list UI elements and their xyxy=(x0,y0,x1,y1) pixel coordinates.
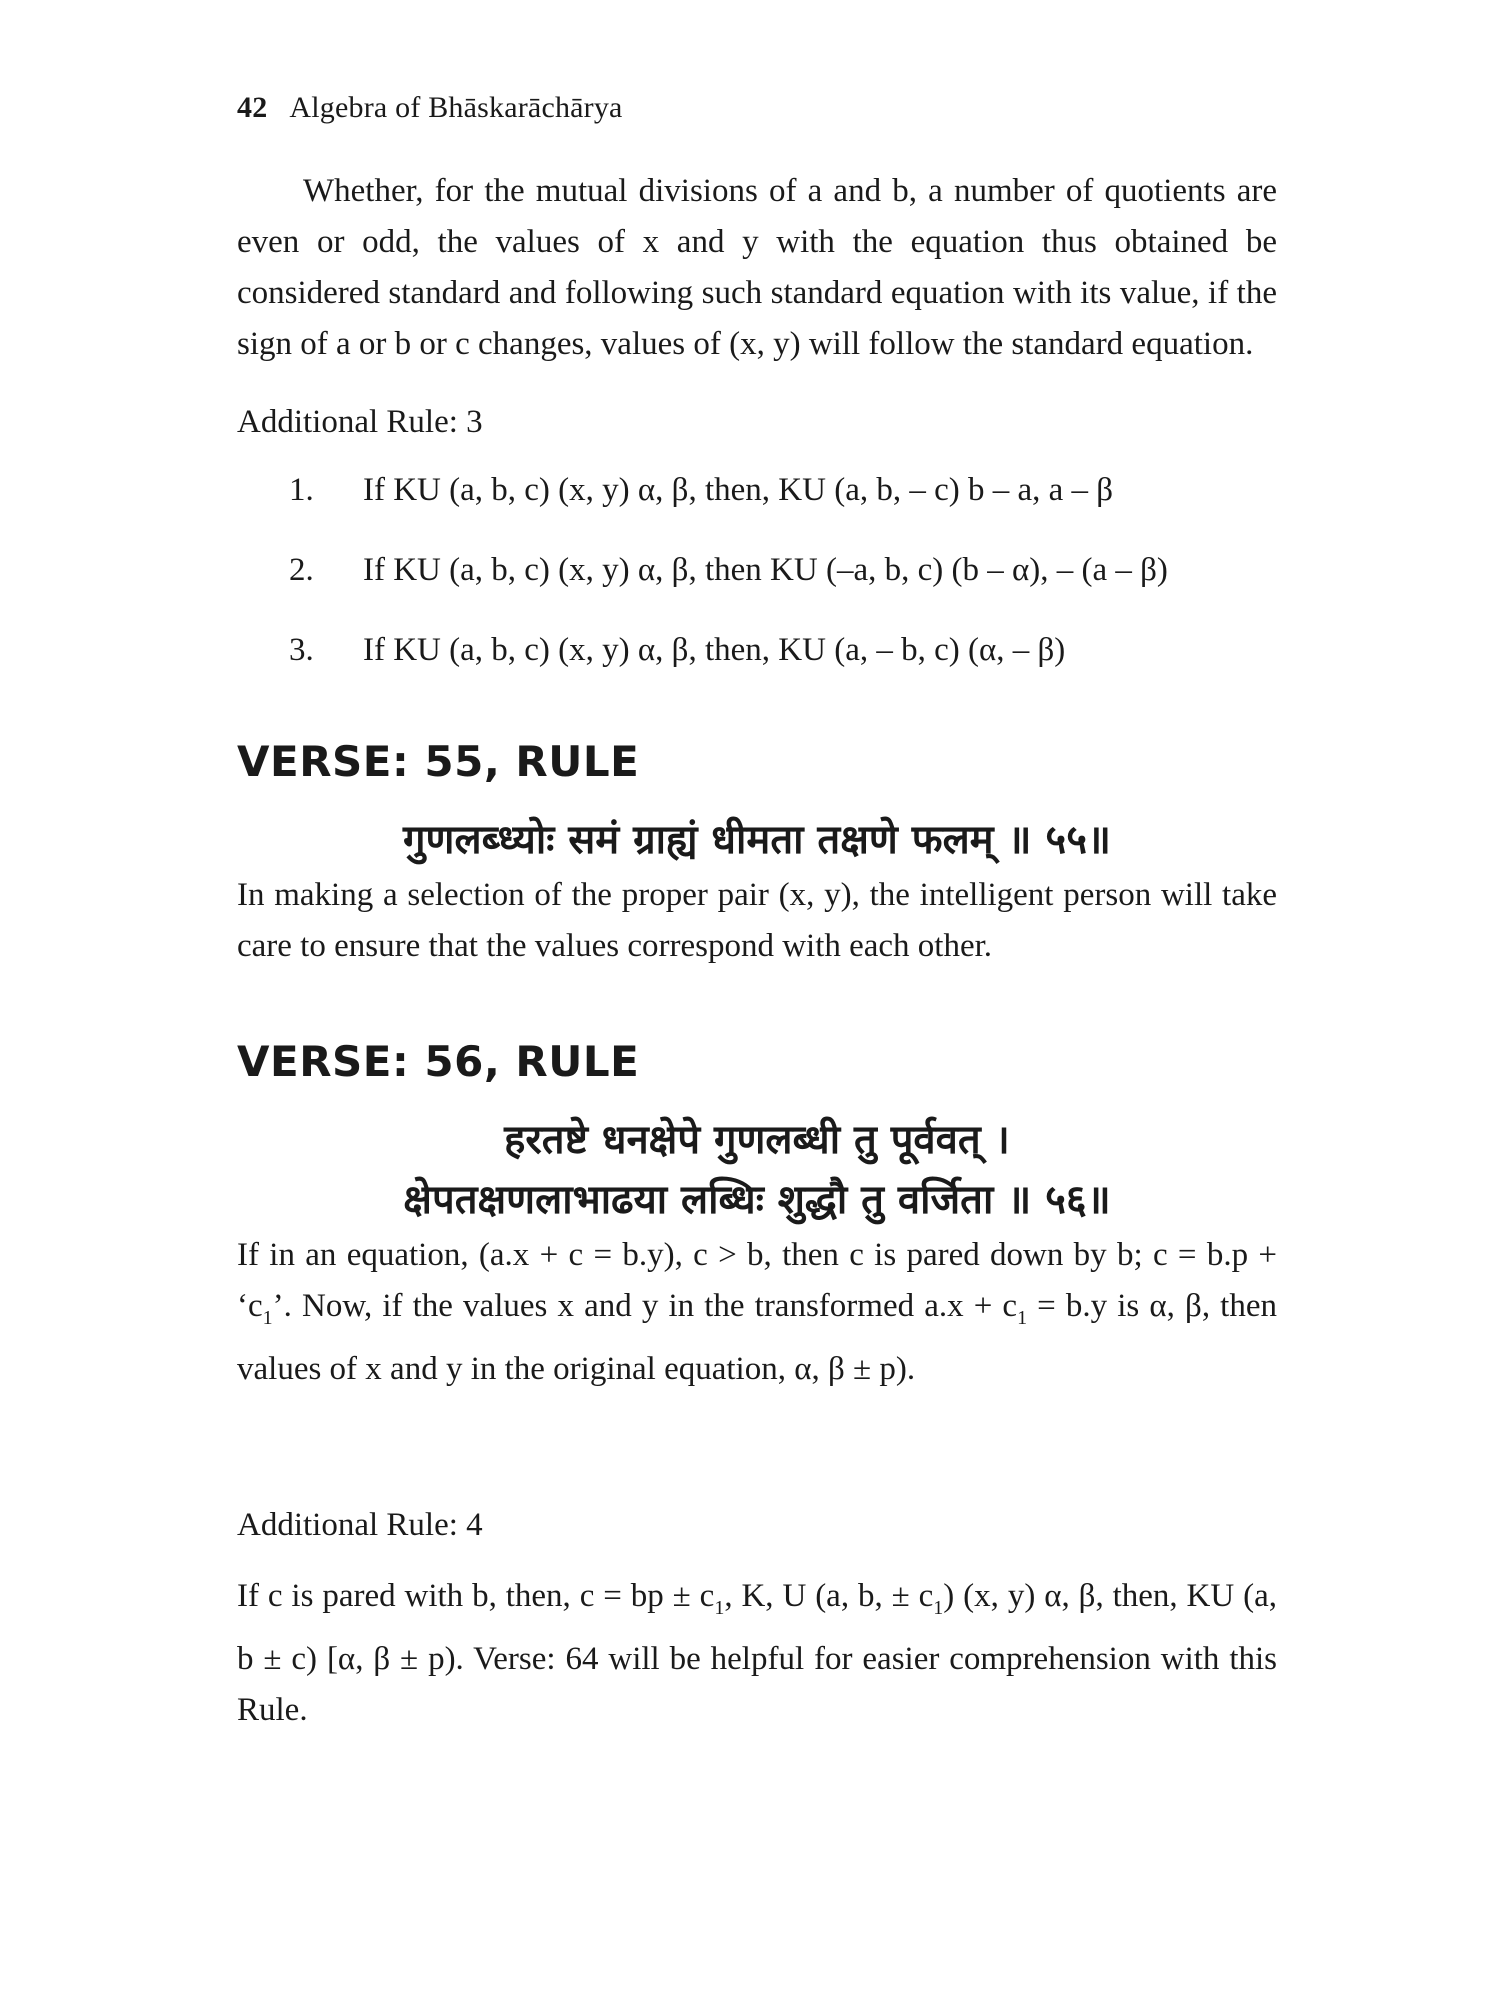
subscript: 1 xyxy=(933,1597,944,1619)
subscript: 1 xyxy=(262,1307,273,1329)
text-segment: ) (x, y) α, β, then, KU (a, b ± c) [α, β ± p). Verse: 64 will be helpful for easier comprehension with this Rule. xyxy=(237,1578,1278,1728)
verse-56-sanskrit-line-1: हरतष्टे धनक्षेपे गुणलब्धी तु पूर्ववत् । xyxy=(504,1117,1010,1163)
subscript: 1 xyxy=(714,1597,725,1619)
verse-56-sanskrit-line-2: क्षेपतक्षणलाभाढया लब्धिः शुद्धौ तु वर्जिता ॥ ५६॥ xyxy=(403,1177,1111,1223)
verse-55-sanskrit: गुणलब्ध्योः समं ग्राह्यं धीमता तक्षणे फलम् ॥ ५५॥ xyxy=(403,817,1111,863)
verse-56-translation xyxy=(237,1230,1277,1395)
page-number: 42 xyxy=(237,91,268,124)
text-segment: , K, U (a, b, ± c xyxy=(724,1578,934,1614)
rule-3-list xyxy=(289,468,1277,672)
list-text: If KU (a, b, c) (x, y) α, β, then KU (–a, b, c) (b – α), – (a – β) xyxy=(363,552,1168,588)
additional-rule-4-text xyxy=(237,1571,1277,1736)
list-text: If KU (a, b, c) (x, y) α, β, then, KU (a, – b, c) (α, – β) xyxy=(363,632,1066,668)
list-text: If KU (a, b, c) (x, y) α, β, then, KU (a, b, – c) b – a, a – β xyxy=(363,472,1114,508)
text-segment: If in an equation, (a.x + c = b.y), c > b, then c is pared down by b; c = b.p + ‘c xyxy=(237,1237,1277,1324)
list-item xyxy=(289,548,1277,592)
book-page xyxy=(237,88,1277,1736)
intro-paragraph: Whether, for the mutual divisions of a and b, a number of quotients are even or odd, the values of x and y with the equation thus obtained be considered standard and following such standard equation with its value, if the sign of a or b or c changes, values of (x, y) will follow the standard equation. xyxy=(237,173,1277,362)
spacer xyxy=(237,1395,1277,1473)
book-title: Algebra of Bhāskarāchārya xyxy=(289,91,623,124)
list-number: 3. xyxy=(289,632,314,668)
subscript: 1 xyxy=(1017,1307,1028,1329)
additional-rule-4-label: Additional Rule: 4 xyxy=(237,1507,483,1543)
verse-55-heading: VERSE: 55, RULE xyxy=(237,737,640,786)
running-head xyxy=(237,88,1277,128)
text-segment: = b.y is α, β, then values of x and y in the original equation, α, β ± p). xyxy=(237,1288,1277,1387)
verse-55-translation: In making a selection of the proper pair (x, y), the intelligent person will take care to ensure that the values correspond with each other. xyxy=(237,877,1277,964)
text-segment: If c is pared with b, then, c = bp ± c xyxy=(237,1578,715,1614)
list-number: 2. xyxy=(289,552,314,588)
list-item xyxy=(289,468,1277,512)
additional-rule-3-label: Additional Rule: 3 xyxy=(237,404,483,440)
verse-56-heading: VERSE: 56, RULE xyxy=(237,1037,640,1086)
list-item xyxy=(289,628,1277,672)
text-segment: ’. Now, if the values x and y in the transformed a.x + c xyxy=(272,1288,1018,1324)
list-number: 1. xyxy=(289,472,314,508)
